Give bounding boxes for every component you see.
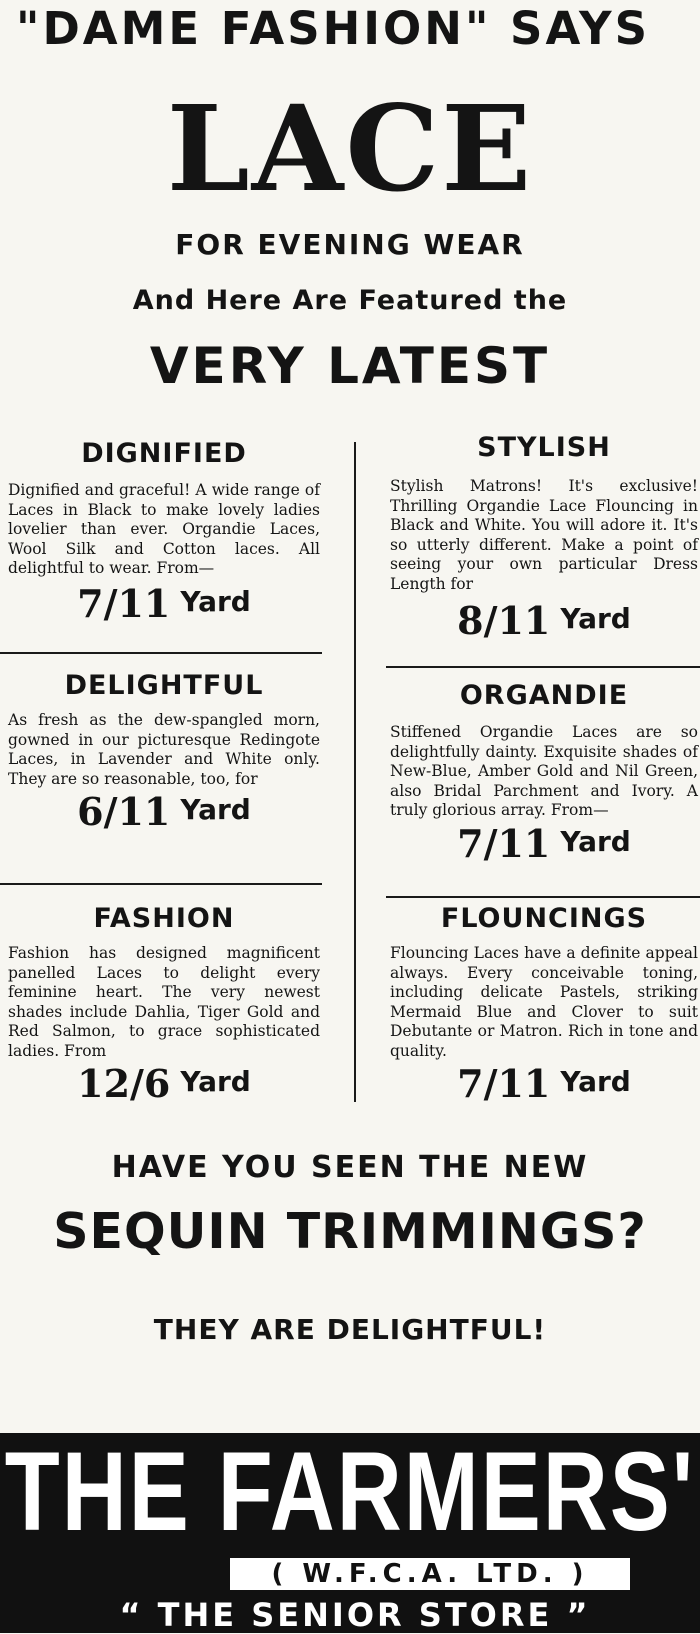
store-subtitle: ( W.F.C.A. LTD. ) [230,1558,630,1590]
product-description: As fresh as the dew-spangled morn, gowned in our picturesque Redingote Laces, in Lavender and White only. They are so reasonable, too, for [8,711,320,788]
column-divider [354,442,356,1102]
headline-very-latest: VERY LATEST [149,337,551,395]
store-name: THE FARMERS' [4,1429,696,1555]
product-title: DIGNIFIED [81,438,247,469]
product-price [8,1061,320,1106]
promo-question: HAVE YOU SEEN THE NEW [111,1150,589,1185]
price-value: 8/11 [457,598,551,643]
promo-tagline: THEY ARE DELIGHTFUL! [153,1313,547,1346]
product-price [390,1061,698,1106]
product-title: FASHION [93,903,235,934]
rule-right-1 [386,666,700,668]
product-price [8,581,320,626]
price-value: 6/11 [77,789,171,834]
promo-sequin-trimmings: SEQUIN TRIMMINGS? [53,1203,647,1260]
store-banner [0,1429,700,1634]
product-card-fashion [8,903,320,1106]
subheading-evening-wear: FOR EVENING WEAR [175,228,525,261]
product-card-stylish [390,432,698,643]
price-unit: Yard [560,1065,631,1098]
product-title: DELIGHTFUL [64,670,264,701]
price-unit: Yard [560,602,631,635]
rule-left-2 [0,883,322,885]
store-slogan: “ THE SENIOR STORE ” [119,1596,591,1634]
product-title: ORGANDIE [459,680,629,711]
price-value: 7/11 [457,1061,551,1106]
product-description: Stylish Matrons! It's exclusive! Thrilling Organdie Lace Flouncing in Black and White. You will adore it. It's so utterly different. Make a point of seeing your own particular Dress Length for [390,477,698,593]
product-card-delightful [8,670,320,834]
price-unit: Yard [180,793,251,826]
subheading-featured: And Here Are Featured the [132,285,568,316]
product-card-organdie [390,680,698,866]
product-description: Fashion has designed magnificent panelled Laces to delight every feminine heart. The very newest shades include Dahlia, Tiger Gold and Red Salmon, to grace sophisticated ladies. From [8,944,320,1060]
product-price [8,789,320,834]
product-description: Flouncing Laces have a definite appeal always. Every conceivable toning, including delicate Pastels, striking Mermaid Blue and Clover to suit Debutante or Matron. Rich in tone and quality. [390,944,698,1060]
price-unit: Yard [560,824,631,858]
rule-right-2 [386,896,700,898]
product-card-dignified [8,438,320,626]
product-title: FLOUNCINGS [440,903,648,934]
rule-left-1 [0,652,322,654]
product-description: Stiffened Organdie Laces are so delightfully dainty. Exquisite shades of New-Blue, Amber Gold and Nil Green, also Bridal Parchment and Ivory. A truly glorious array. From— [390,723,698,819]
price-value: 7/11 [457,820,551,866]
price-unit: Yard [180,1065,251,1098]
headline-lace: LACE [166,79,534,218]
product-card-flouncings [390,903,698,1106]
product-description: Dignified and graceful! A wide range of Laces in Black to make lovely ladies lovelier than ever. Organdie Laces, Wool Silk and Cotton laces. All delightful to wear. From— [8,481,320,577]
price-value: 7/11 [77,580,171,626]
product-title: STYLISH [477,432,611,463]
price-value: 12/6 [77,1061,171,1106]
product-price [390,598,698,643]
headline-dame-fashion: "DAME FASHION" SAYS [16,2,650,55]
product-price [390,821,698,866]
price-unit: Yard [180,584,251,618]
